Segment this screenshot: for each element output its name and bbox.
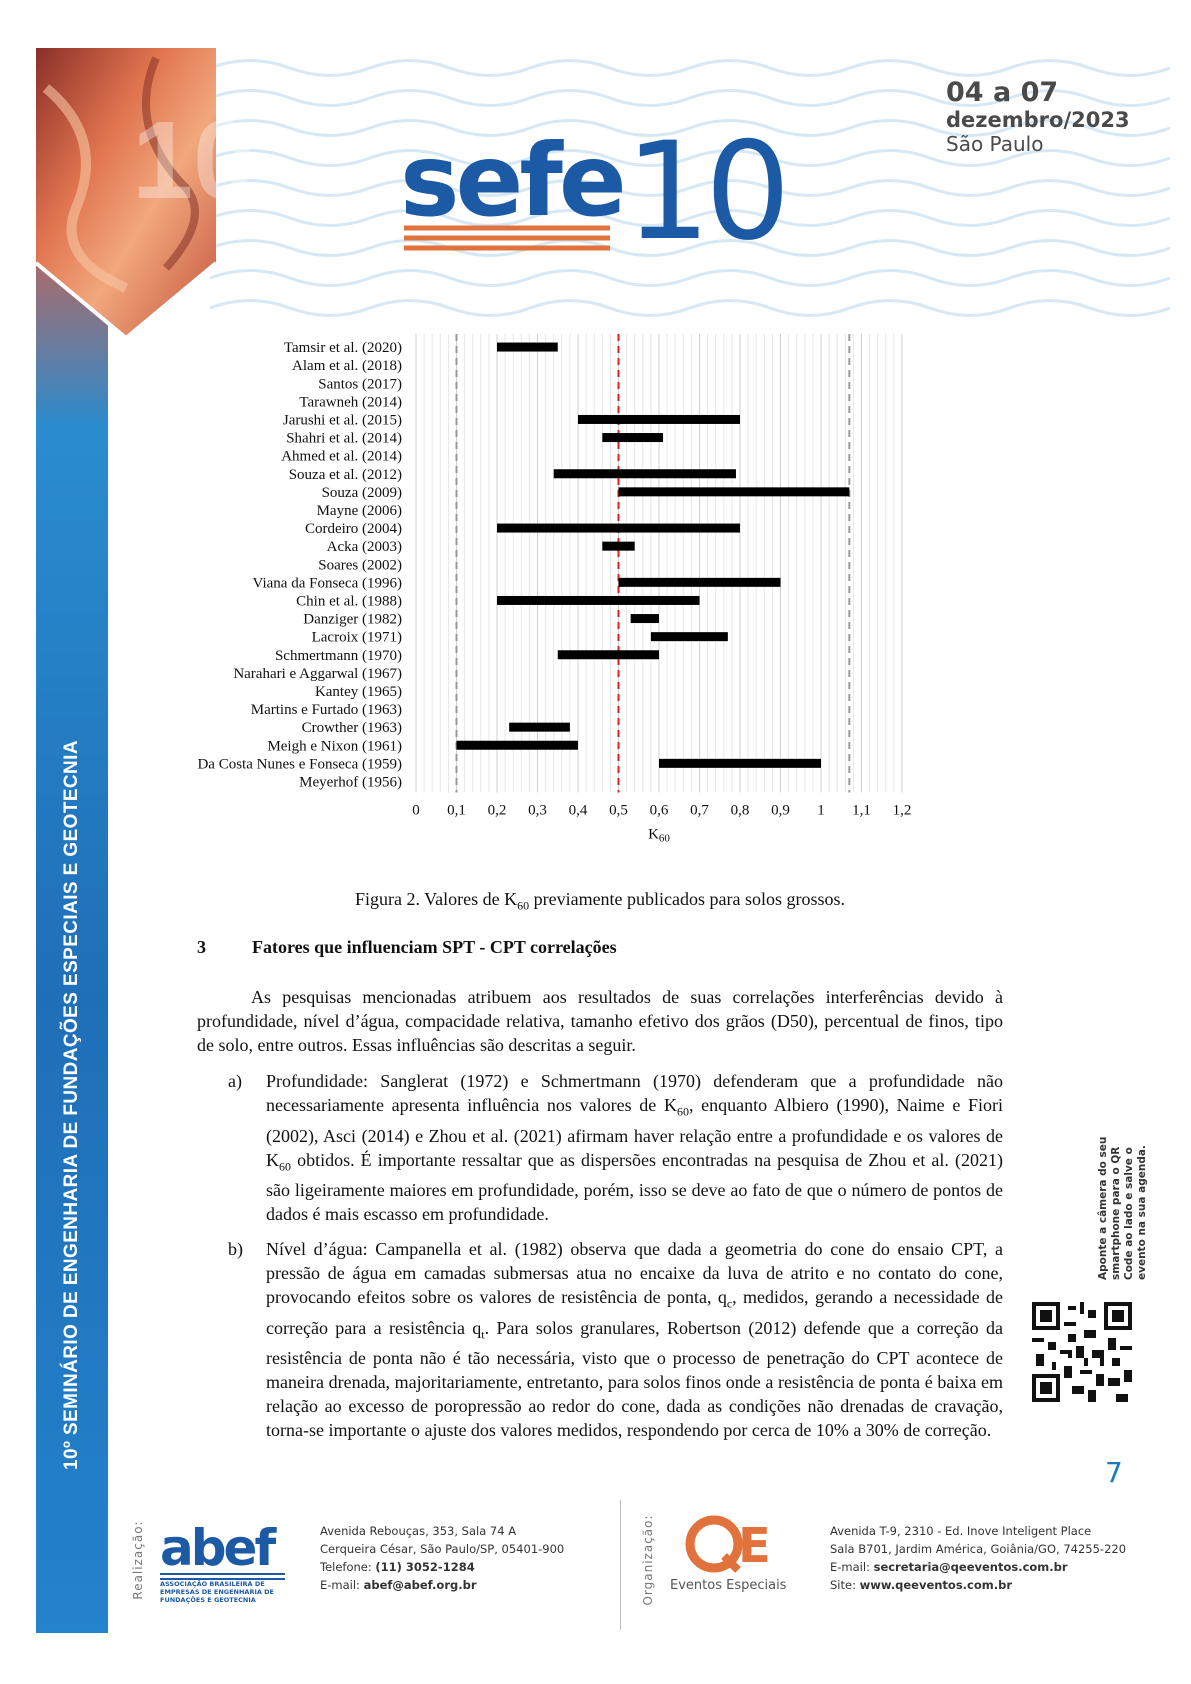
qe-tagline: Eventos Especiais xyxy=(670,1578,787,1593)
category-label: Tarawneh (2014) xyxy=(299,394,402,411)
range-bar xyxy=(619,578,781,587)
category-label: Meigh e Nixon (1961) xyxy=(267,738,402,755)
category-label: Schmertmann (1970) xyxy=(274,647,402,664)
category-label: Da Costa Nunes e Fonseca (1959) xyxy=(197,756,402,773)
category-label: Chin et al. (1988) xyxy=(296,593,402,610)
chart-grid xyxy=(416,334,902,793)
intro-paragraph: As pesquisas mencionadas atribuem aos resultados de suas correlações interferências devido à profundidade, nível d’água, compacidade relativa, tamanho efetivo dos grãos (D50), percentual de finos, tipo de solo, entre outros. Essas influências são descritas a seguir. xyxy=(197,987,1003,1055)
list-item-text: Nível d’água: Campanella et al. (1982) observa que dada a geometria do cone do ensaio CPT, a pressão de água em camadas submersas atua no encaixe da luva de atrito e no contato do cone, provocando efeitos sobre os valores de resistência de ponta, $q_c$, medidos, gerando a necessidade de correção para a resistência $q_t$. Para solos granulares, Robertson (2012) defende que a correção da resistência de ponta não é tão necessária, visto que o processo de penetração do CPT acontece de maneira drenada, majoritariamente, entretanto, para solos finos onde a resistência de ponta é baixa em relação ao excesso de poropressão ao redor do cone, dada as condições não drenadas de cravação, torna-se importante o ajuste dos valores medidos, respondendo por cerca de 10% a 30% de correção. xyxy=(266,1239,1004,1441)
category-label: Meyerhof (1956) xyxy=(299,774,402,791)
chart-tick-labels xyxy=(412,803,911,819)
qe-site-link[interactable]: www.qeeventos.com.br xyxy=(859,1578,1013,1592)
chart-x-axis-label: $K_{60}$ xyxy=(648,826,670,845)
x-tick-label: 0,7 xyxy=(690,802,709,819)
event-days: 04 a 07 xyxy=(946,77,1059,108)
category-label: Cordeiro (2004) xyxy=(304,521,402,538)
category-label: Jarushi et al. (2015) xyxy=(282,412,402,429)
category-label: Martins e Furtado (1963) xyxy=(250,702,402,719)
svg-text:E: E xyxy=(738,1518,771,1574)
qr-instruction: Aponte a câmera do seu smartphone para o QR Code ao lado e salve o evento na sua agenda. xyxy=(1097,1136,1148,1280)
range-bar xyxy=(497,343,558,352)
chart-category-labels xyxy=(197,340,402,790)
x-tick-label: 0,4 xyxy=(568,802,588,819)
qe-address: Avenida T-9, 2310 - Ed. Inove Inteligent Place Sala B701, Jardim América, Goiânia/GO, 74255-220 E-mail: secretaria@qeeventos.com.br Site: www.qeeventos.com.br xyxy=(830,1524,1127,1592)
section-number: 3 xyxy=(197,937,206,957)
list-item-water-level xyxy=(228,1237,1003,1442)
x-tick-label: 0,3 xyxy=(528,802,547,819)
x-tick-label: 0,9 xyxy=(771,802,790,819)
range-bar xyxy=(578,415,740,424)
event-month: dezembro/2023 xyxy=(946,108,1130,132)
category-label: Crowther (1963) xyxy=(301,720,402,737)
range-bar xyxy=(619,487,850,496)
x-tick-label: 0,6 xyxy=(649,802,669,819)
page-number: 7 xyxy=(1105,1456,1123,1489)
range-bar xyxy=(509,723,570,732)
svg-text:10: 10 xyxy=(132,99,255,222)
qe-email-link[interactable]: secretaria@qeeventos.com.br xyxy=(873,1560,1068,1574)
list-item-depth xyxy=(228,1069,1003,1226)
k60-range-chart xyxy=(180,330,990,890)
qe-logo xyxy=(680,1514,790,1574)
category-label: Mayne (2006) xyxy=(316,502,402,519)
category-label: Souza et al. (2012) xyxy=(288,466,402,483)
category-label: Souza (2009) xyxy=(321,484,402,501)
category-label: Narahari e Aggarwal (1967) xyxy=(233,665,402,682)
organizacao-label: Organização: xyxy=(641,1514,655,1606)
category-label: Tamsir et al. (2020) xyxy=(283,340,402,357)
range-bar xyxy=(497,524,740,533)
category-label: Soares (2002) xyxy=(318,557,402,574)
range-bar xyxy=(659,759,821,768)
x-tick-label: 1 xyxy=(817,802,825,819)
x-tick-label: 0,8 xyxy=(730,802,750,819)
category-label: Acka (2003) xyxy=(326,539,402,556)
x-tick-label: 0,1 xyxy=(447,802,466,819)
vertical-event-title: 10º SEMINÁRIO DE ENGENHARIA DE FUNDAÇÕES ESPECIAIS E GEOTECNIA xyxy=(61,740,82,1470)
chart-bars xyxy=(457,343,850,768)
category-label: Danziger (1982) xyxy=(303,611,402,628)
abef-tagline: ASSOCIAÇÃO BRASILEIRA DE EMPRESAS DE ENGENHARIA DE FUNDAÇÕES E GEOTECNIA xyxy=(160,1580,274,1604)
event-city: São Paulo xyxy=(946,132,1044,156)
x-tick-label: 1,2 xyxy=(892,802,912,819)
category-label: Santos (2017) xyxy=(318,376,402,393)
list-marker: b) xyxy=(228,1239,243,1259)
section-title: Fatores que influenciam SPT - CPT correlações xyxy=(252,937,617,957)
x-tick-label: 1,1 xyxy=(852,802,871,819)
realizacao-label: Realização: xyxy=(131,1520,145,1600)
range-bar xyxy=(457,741,579,750)
range-bar xyxy=(558,650,659,659)
category-label: Ahmed et al. (2014) xyxy=(281,448,402,465)
x-tick-label: 0,2 xyxy=(487,802,507,819)
range-bar xyxy=(602,542,634,551)
x-tick-label: 0 xyxy=(412,802,420,819)
category-label: Alam et al. (2018) xyxy=(292,358,402,375)
category-label: Shahri et al. (2014) xyxy=(286,430,402,447)
event-logo xyxy=(400,113,820,270)
range-bar xyxy=(554,469,736,478)
svg-text:10: 10 xyxy=(625,113,785,270)
range-bar xyxy=(631,614,659,623)
section-heading xyxy=(197,937,617,958)
abef-address: Avenida Rebouças, 353, Sala 74 A Cerqueira César, São Paulo/SP, 05401-900 Telefone: (11) 3052-1284 E-mail: abef@abef.org.br xyxy=(320,1524,565,1592)
svg-text:abef: abef xyxy=(160,1519,274,1577)
category-label: Kantey (1965) xyxy=(314,683,402,700)
list-marker: a) xyxy=(228,1071,242,1091)
list-item-text: Profundidade: Sanglerat (1972) e Schmertmann (1970) defenderam que a profundidade não necessariamente apresenta influência nos valores de $K_{60}$, enquanto Albiero (1990), Naime e Fiori (2002), Asci (2014) e Zhou et al. (2021) afirmam haver relação entre a profundidade e os valores de $K_{60}$ obtidos. É importante ressaltar que as dispersões encontradas na pesquisa de Zhou et al. (2021) são ligeiramente maiores em profundidade, porém, isso se deve ao fato de que o número de pontos de dados é mais escasso em profundidade. xyxy=(266,1071,1004,1225)
abef-phone[interactable]: (11) 3052-1284 xyxy=(375,1560,475,1574)
footer xyxy=(110,1500,1160,1630)
figure-caption: Figura 2. Valores de $K_{60}$ previamente publicados para solos grossos. xyxy=(354,889,846,913)
range-bar xyxy=(651,632,728,641)
range-bar xyxy=(497,596,700,605)
qr-code[interactable] xyxy=(1032,1302,1132,1402)
category-label: Viana da Fonseca (1996) xyxy=(252,575,402,592)
event-date xyxy=(946,78,1130,156)
range-bar xyxy=(602,433,663,442)
category-label: Lacroix (1971) xyxy=(311,629,402,646)
canyon-photo xyxy=(36,48,255,338)
footer-divider xyxy=(620,1500,621,1630)
abef-email-link[interactable]: abef@abef.org.br xyxy=(363,1578,477,1592)
svg-text:sefe: sefe xyxy=(400,122,623,239)
x-tick-label: 0,5 xyxy=(609,802,628,819)
